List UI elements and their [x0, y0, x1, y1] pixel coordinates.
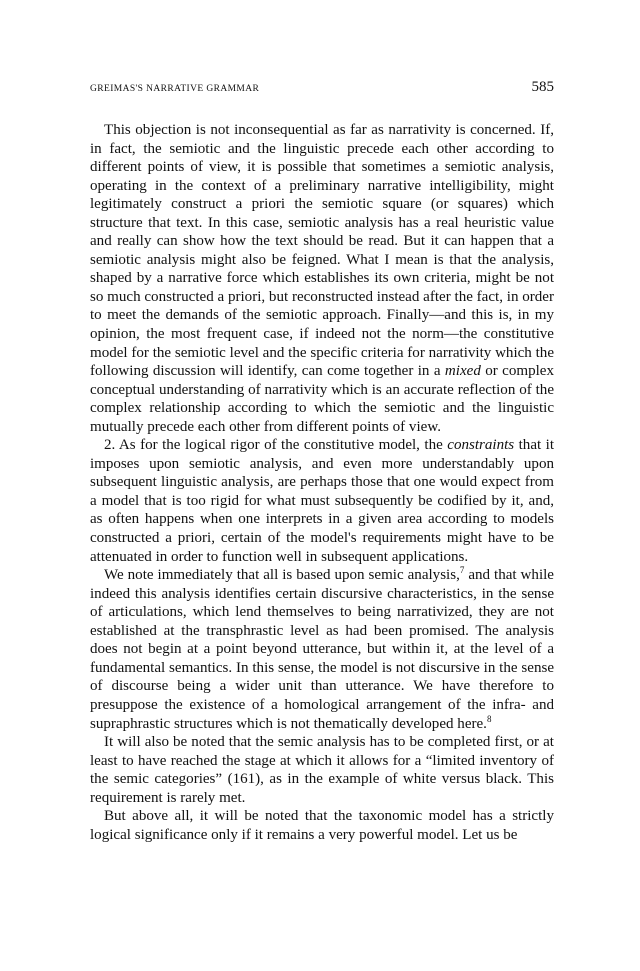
paragraph-5-text: But above all, it will be noted that the taxonomic model has a strictly logical significance only if it remains a very powerful model. Let us be — [90, 808, 554, 843]
body-text — [90, 121, 554, 844]
paragraph-3 — [90, 566, 554, 733]
paragraph-1-text-after: or complex conceptual understanding of narrativity which is an accurate reflection of the complex relationship according to which the semiotic and the linguistic mutually precede each other from different points of view. — [90, 363, 554, 435]
paragraph-3-text: We note immediately that all is based upon semic analysis, — [104, 567, 460, 584]
paragraph-5 — [90, 807, 554, 844]
paragraph-4-text: It will also be noted that the semic analysis has to be completed first, or at least to have reached the stage at which it allows for a “limited inventory of the semic categories” (161), as in the example of white versus black. This requirement is rarely met. — [90, 734, 554, 806]
page-number: 585 — [531, 79, 554, 95]
running-title: GREIMAS'S NARRATIVE GRAMMAR — [90, 84, 260, 94]
running-head — [90, 78, 554, 100]
paragraph-4 — [90, 733, 554, 807]
paragraph-3-text-after: and that while indeed this analysis identifies certain discursive characteristics, in the sense of articulations, which lend themselves to being narrativized, they are not established at the transphrastic level as had been promised. The analysis does not begin at a point beyond utterance, but within it, at the level of a fundamental semantics. In this sense, the model is not discursive in the sense of discourse being a wider unit than utterance. We have therefore to presuppose the existence of a homological arrangement of the infra- and supraphrastic structures which is not thematically developed here. — [90, 567, 554, 732]
paragraph-1-emphasis: mixed — [444, 363, 481, 380]
paragraph-2-text-after: that it imposes upon semiotic analysis, and even more understandably upon subsequent linguistic analysis, are perhaps those that one would expect from a model that is too rigid for what must subsequently be codified by it, and, as often happens when one interprets in a given area according to models constructed a priori, certain of the model's requirements might have to be attenuated in order to function well in subsequent applications. — [90, 437, 555, 565]
page — [90, 78, 554, 844]
paragraph-2-text: 2. As for the logical rigor of the constitutive model, the — [104, 437, 448, 454]
footnote-marker-8[interactable]: 8 — [486, 713, 492, 724]
paragraph-1 — [90, 121, 554, 436]
paragraph-2-emphasis: constraints — [447, 437, 515, 454]
footnote-marker-7[interactable]: 7 — [459, 565, 465, 576]
paragraph-1-text: This objection is not inconsequential as far as narrativity is concerned. If, in fact, the semiotic and the linguistic precede each other according to different points of view, it is possible that sometimes a semiotic analysis, operating in the context of a preliminary narrative intelligibility, might legitimately construct a priori the semiotic square (or squares) which structure that text. In this case, semiotic analysis has a real heuristic value and really can show how the text should be read. But it can happen that a semiotic analysis might also be feigned. What I mean is that the analysis, shaped by a narrative force which establishes its own criteria, might be not so much constructed a priori, but reconstructed instead after the fact, in order to meet the demands of the semiotic approach. Finally—and this is, in my opinion, the most frequent case, if indeed not the norm—the constitutive model for the semiotic level and the specific criteria for narrativity which the following discussion will identify, can come together in a — [90, 122, 554, 380]
paragraph-2 — [90, 436, 554, 566]
